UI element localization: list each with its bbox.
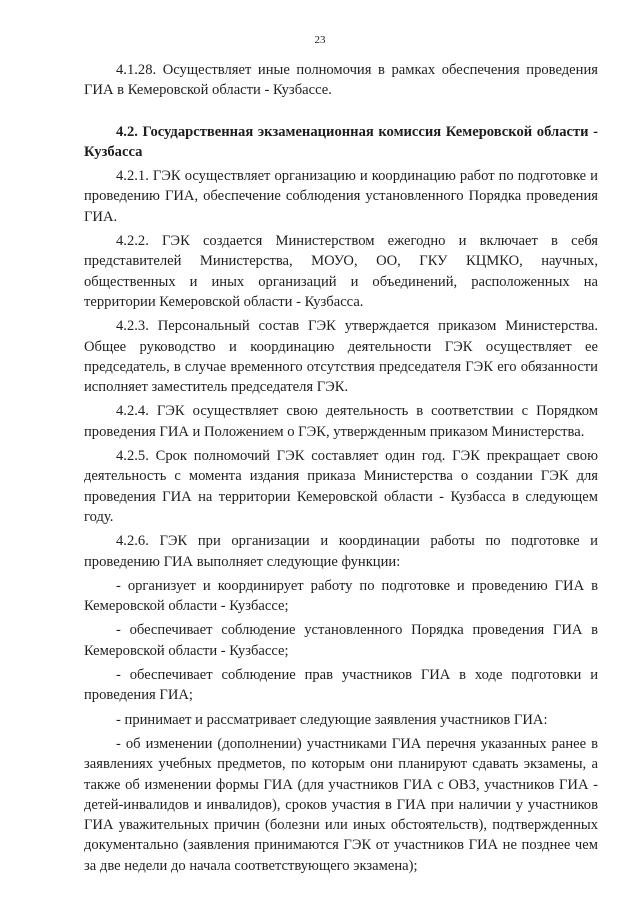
function-item-rights: - обеспечивает соблюдение прав участников ГИА в ходе подготовки и проведения ГИА; [84,667,598,704]
page-number: 23 [314,34,326,46]
document-body [84,60,598,876]
function-subitem-changes: - об изменении (дополнении) участниками ГИА перечня указанных ранее в заявлениях учебных предметов, по которым они планируют сдавать экзамены, а также об изменении формы ГИА (для участников ГИА с ОВЗ, участников ГИА - детей-инвалидов и инвалидов), сроков участия в ГИА при наличии у участников ГИА уважительных причин (болезни или иных обстоятельств), подтвержденных документально (заявления принимаются ГЭК от участников ГИА не позднее чем за две недели до начала соответствующего экзамена); [84,735,598,874]
section-heading-4-2: 4.2. Государственная экзаменационная комиссия Кемеровской области - Кузбасса [84,123,598,160]
paragraph-4-2-1: 4.2.1. ГЭК осуществляет организацию и координацию работ по подготовке и проведению ГИА, обеспечение соблюдения установленного Порядка проведения ГИА. [84,168,598,225]
paragraph-4-1-28: 4.1.28. Осуществляет иные полномочия в рамках обеспечения проведения ГИА в Кемеровской области - Кузбассе. [84,62,598,99]
function-item-procedure: - обеспечивает соблюдение установленного Порядка проведения ГИА в Кемеровской области - Кузбассе; [84,622,598,659]
paragraph-4-2-2: 4.2.2. ГЭК создается Министерством ежегодно и включает в себя представителей Министерства, МОУО, ОО, ГКУ КЦМКО, научных, общественных и иных организаций и объединений, расположенных на территории Кемеровской области - Кузбасса. [84,233,598,310]
paragraph-4-2-6: 4.2.6. ГЭК при организации и координации работы по подготовке и проведению ГИА выполняет следующие функции: [84,533,598,570]
function-item-organize: - организует и координирует работу по подготовке и проведению ГИА в Кемеровской области - Кузбассе; [84,577,598,615]
paragraph-4-2-5: 4.2.5. Срок полномочий ГЭК составляет один год. ГЭК прекращает свою деятельность с момента издания приказа Министерства о создании ГЭК для проведения ГИА на территории Кемеровской области - Кузбасса в следующем году. [84,448,598,525]
paragraph-4-2-4: 4.2.4. ГЭК осуществляет свою деятельность в соответствии с Порядком проведения ГИА и Положением о ГЭК, утвержденным приказом Министерства. [84,403,598,440]
paragraph-4-2-3: 4.2.3. Персональный состав ГЭК утверждается приказом Министерства. Общее руководство и координацию деятельности ГЭК осуществляет ее председатель, в случае временного отсутствия председателя ГЭК его обязанности исполняет заместитель председателя ГЭК. [84,318,598,396]
function-item-applications: - принимает и рассматривает следующие заявления участников ГИА: [116,711,548,728]
